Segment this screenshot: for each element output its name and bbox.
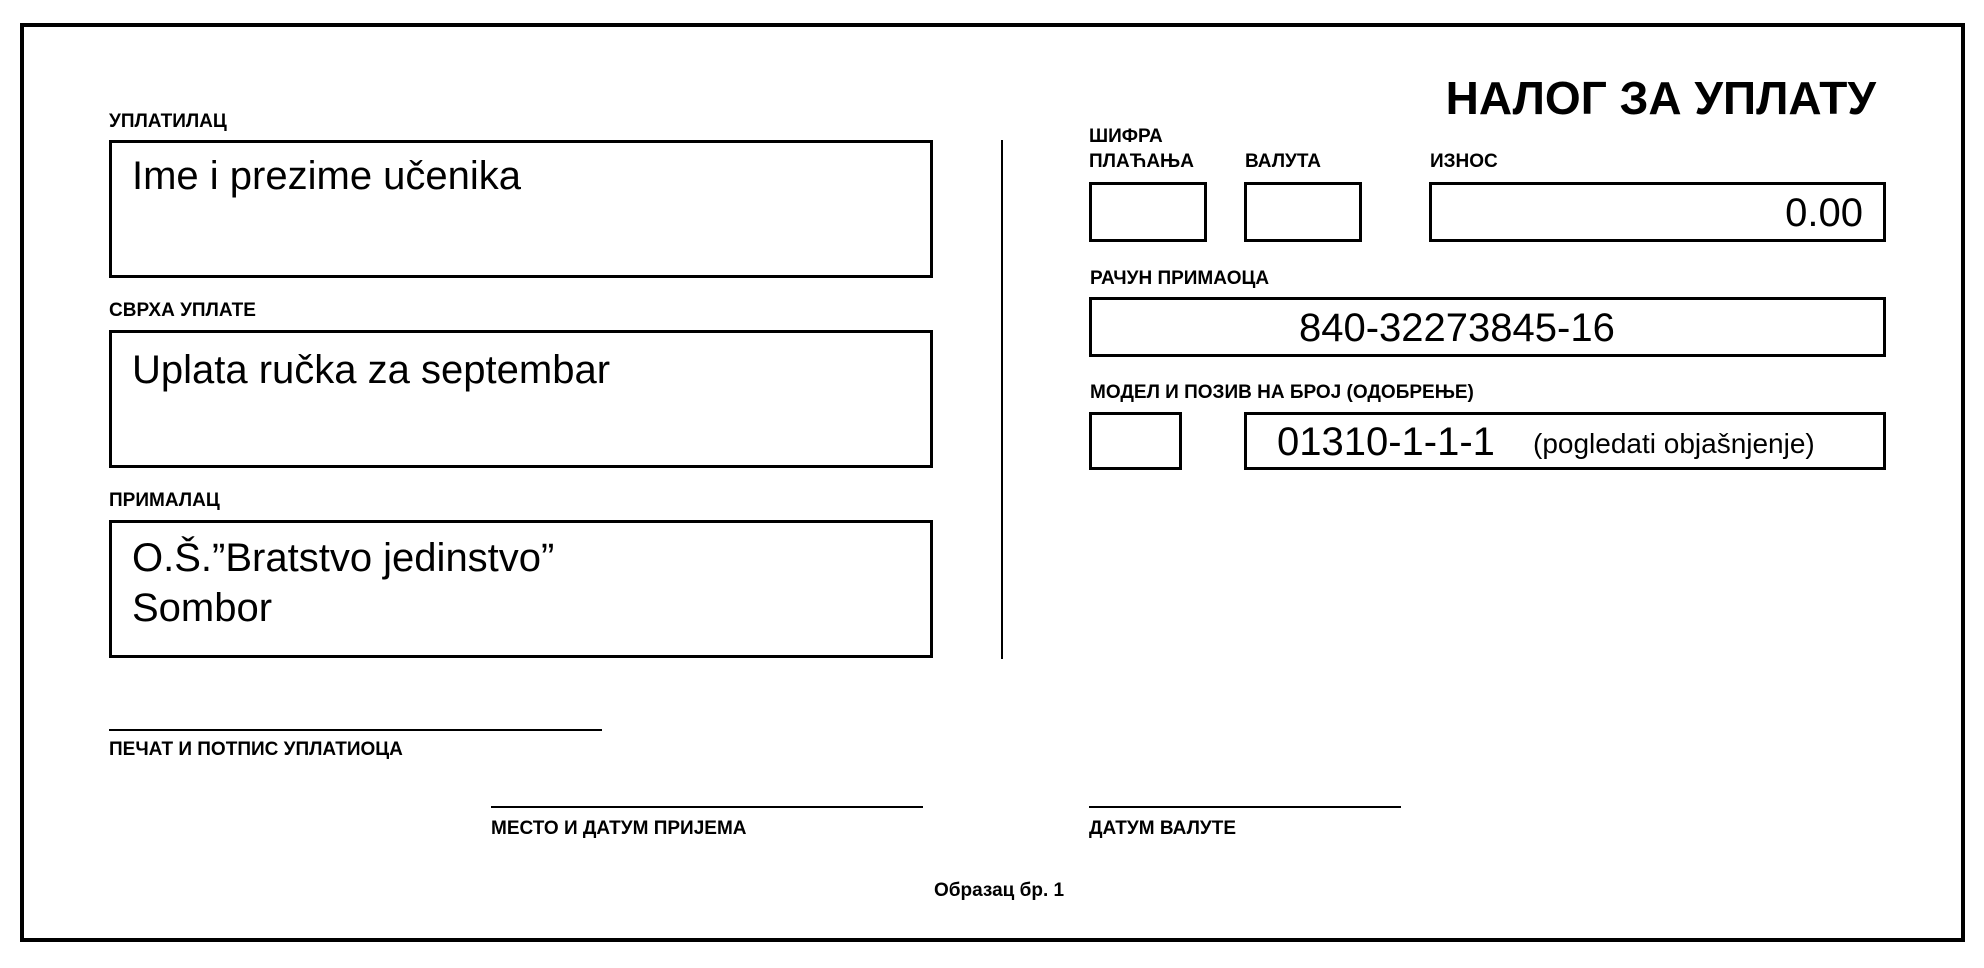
form-title: НАЛОГ ЗА УПЛАТУ — [1445, 72, 1876, 124]
value-date-line — [1089, 806, 1401, 808]
purpose-field[interactable] — [109, 330, 933, 468]
amount-field[interactable] — [1429, 182, 1886, 242]
place-date-line — [491, 806, 923, 808]
account-label: РАЧУН ПРИМАОЦА — [1090, 268, 1270, 289]
reference-number-field[interactable] — [1244, 412, 1886, 470]
column-divider — [1001, 140, 1003, 659]
payment-code-field[interactable] — [1089, 182, 1207, 242]
currency-field[interactable] — [1244, 182, 1362, 242]
recipient-line2: Sombor — [132, 586, 273, 630]
value-date-label: ДАТУМ ВАЛУТЕ — [1089, 818, 1236, 839]
purpose-value: Uplata ručka za septembar — [132, 348, 611, 392]
payment-code-label-line2: ПЛАЋАЊА — [1089, 151, 1194, 172]
payer-label: УПЛАТИЛАЦ — [109, 111, 227, 132]
account-field[interactable] — [1089, 297, 1886, 357]
currency-label: ВАЛУТА — [1245, 151, 1322, 172]
payer-signature-label: ПЕЧАТ И ПОТПИС УПЛАТИОЦА — [109, 739, 403, 760]
amount-label: ИЗНОС — [1430, 151, 1498, 172]
recipient-field[interactable] — [109, 520, 933, 658]
reference-note: (pogledati objašnjenje) — [1533, 428, 1815, 459]
account-value: 840-32273845-16 — [1299, 306, 1615, 350]
recipient-label: ПРИМАЛАЦ — [109, 490, 220, 511]
payment-order-form — [20, 23, 1965, 942]
reference-label: МОДЕЛ И ПОЗИВ НА БРОЈ (ОДОБРЕЊЕ) — [1090, 382, 1474, 403]
payment-code-label-line1: ШИФРА — [1089, 126, 1163, 147]
form-number: Образац бр. 1 — [934, 880, 1065, 901]
reference-number-value: 01310-1-1-1 — [1277, 420, 1495, 464]
model-field[interactable] — [1089, 412, 1182, 470]
place-date-label: МЕСТО И ДАТУМ ПРИЈЕМА — [491, 818, 747, 839]
payer-signature-line — [109, 729, 602, 731]
recipient-line1: O.Š.”Bratstvo jedinstvo” — [132, 536, 555, 580]
purpose-label: СВРХА УПЛАТЕ — [109, 300, 256, 321]
payer-field[interactable] — [109, 140, 933, 278]
payer-value: Ime i prezime učenika — [132, 154, 522, 198]
amount-value: 0.00 — [1785, 191, 1863, 235]
